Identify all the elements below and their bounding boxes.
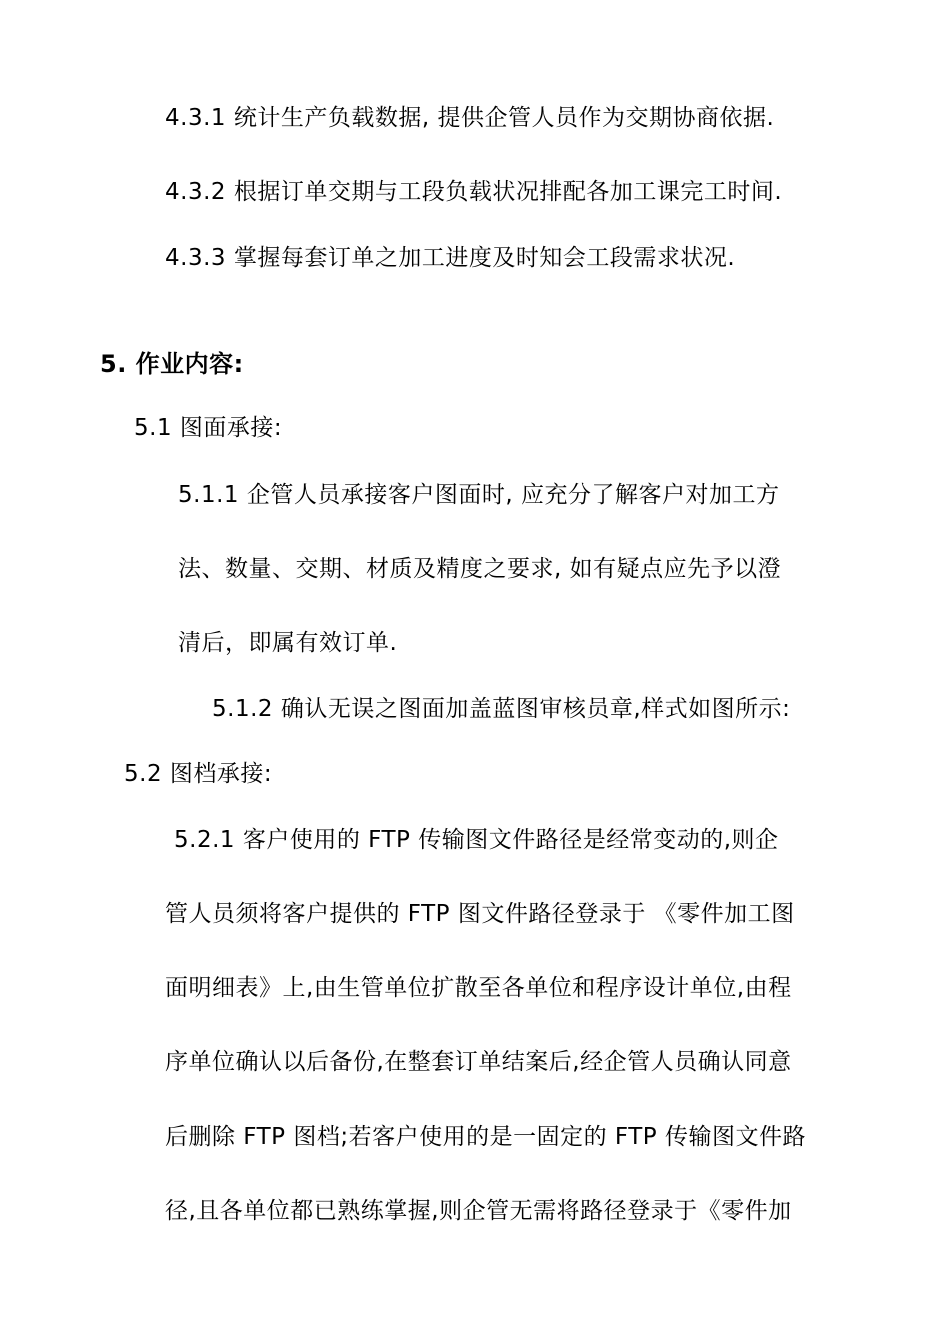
item-5-2-1-line-5: 后删除 FTP 图档;若客户使用的是一固定的 FTP 传输图文件路 xyxy=(165,1124,806,1150)
item-4-3-1: 4.3.1 统计生产负载数据, 提供企管人员作为交期协商依据. xyxy=(165,105,775,131)
item-5-1-1-line-1: 5.1.1 企管人员承接客户图面时, 应充分了解客户对加工方 xyxy=(178,482,780,508)
item-5-1-1-line-3: 清后，即属有效订单. xyxy=(178,630,398,656)
item-4-3-3: 4.3.3 掌握每套订单之加工进度及时知会工段需求状况. xyxy=(165,245,736,271)
item-5-1-2: 5.1.2 确认无误之图面加盖蓝图审核员章,样式如图所示: xyxy=(212,696,791,722)
item-5-2-1-line-6: 径,且各单位都已熟练掌握,则企管无需将路径登录于《零件加 xyxy=(165,1198,792,1224)
item-5-2-1-line-3: 面明细表》上,由生管单位扩散至各单位和程序设计单位,由程 xyxy=(165,975,792,1001)
item-5-2-1-line-2: 管人员须将客户提供的 FTP 图文件路径登录于 《零件加工图 xyxy=(165,901,795,927)
item-4-3-2: 4.3.2 根据订单交期与工段负载状况排配各加工课完工时间. xyxy=(165,179,783,205)
section-5-heading: 5. 作业内容: xyxy=(100,350,244,378)
item-5-2-1-line-1: 5.2.1 客户使用的 FTP 传输图文件路径是经常变动的,则企 xyxy=(174,827,779,853)
item-5-2-1-line-4: 序单位确认以后备份,在整套订单结案后,经企管人员确认同意 xyxy=(165,1049,792,1075)
item-5-1-1-line-2: 法、数量、交期、材质及精度之要求, 如有疑点应先予以澄 xyxy=(178,556,782,582)
sub-5-2-title: 5.2 图档承接: xyxy=(124,761,273,787)
sub-5-1-title: 5.1 图面承接: xyxy=(134,415,283,441)
